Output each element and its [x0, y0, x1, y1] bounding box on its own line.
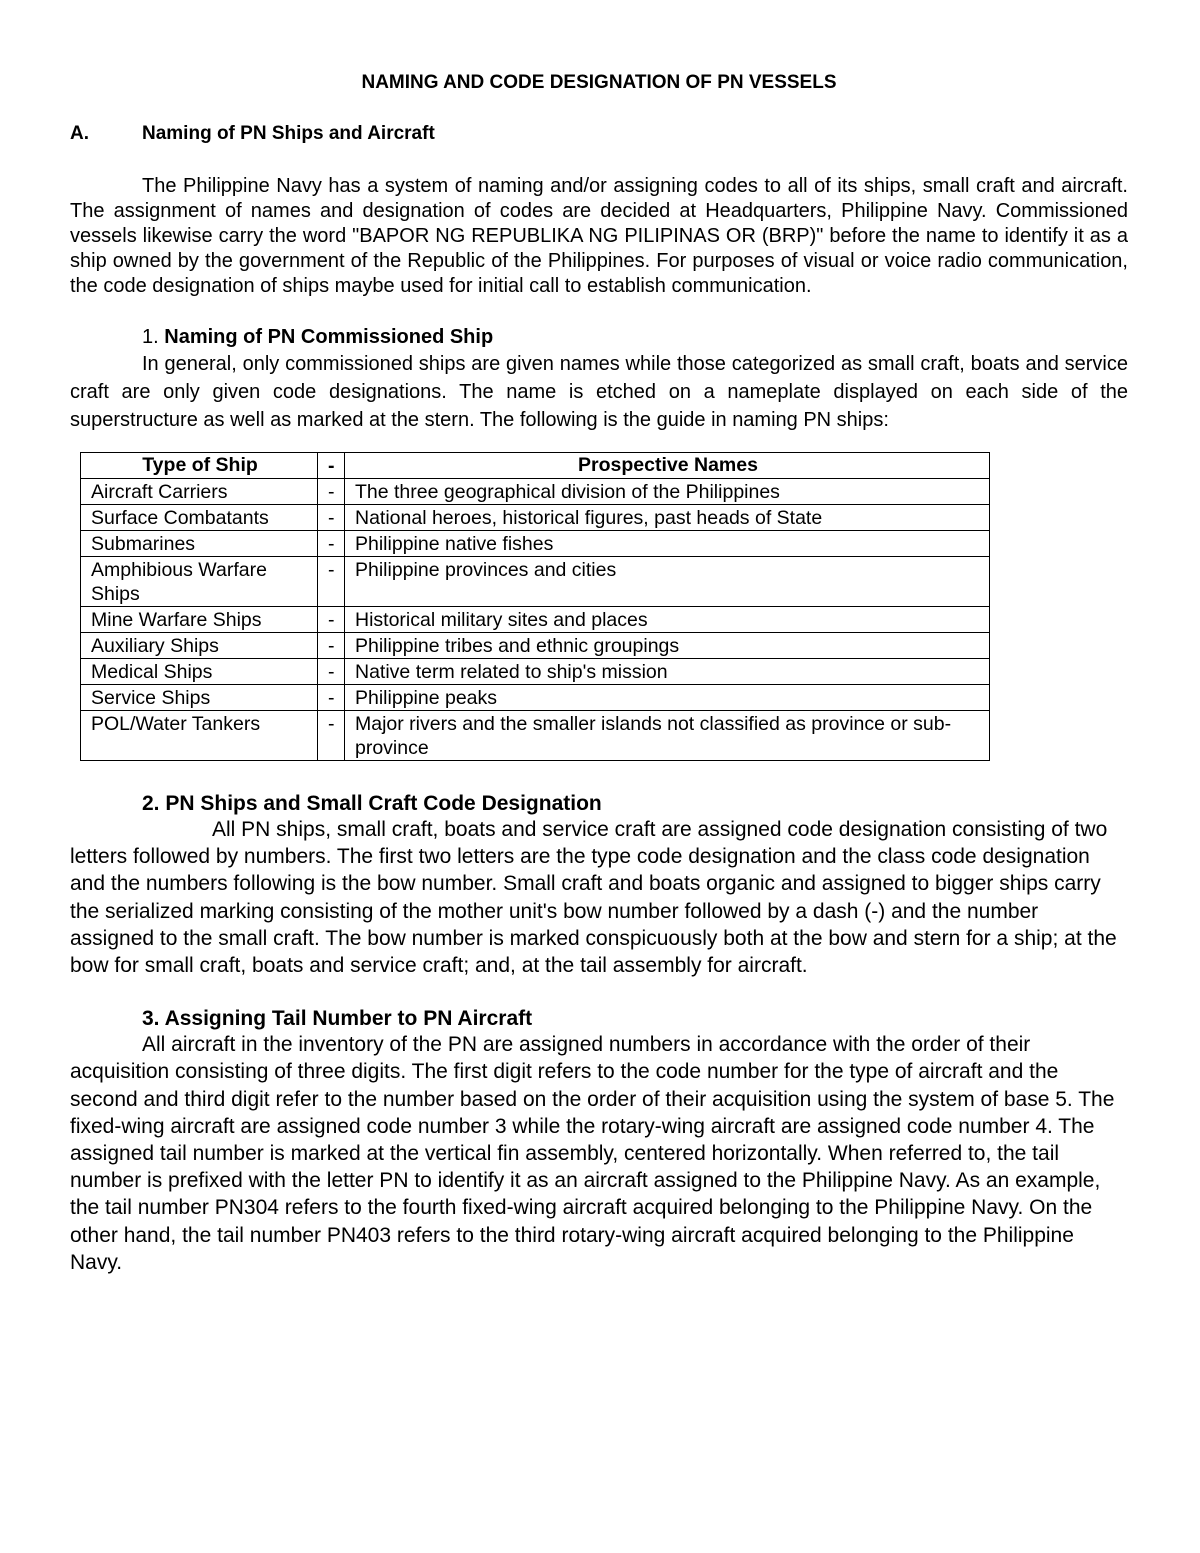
- header-dash: -: [318, 453, 345, 479]
- document-title: NAMING AND CODE DESIGNATION OF PN VESSELS: [361, 72, 837, 93]
- dash-cell: -: [318, 685, 345, 711]
- prospective-names-cell: Philippine peaks: [345, 685, 990, 711]
- prospective-names-cell: Philippine native fishes: [345, 531, 990, 557]
- dash-cell: -: [318, 479, 345, 505]
- dash-cell: -: [318, 607, 345, 633]
- dash-cell: -: [318, 557, 345, 607]
- section-a-heading: [70, 121, 1128, 146]
- ship-naming-table: [80, 452, 990, 761]
- prospective-names-cell: Philippine provinces and cities: [345, 557, 990, 607]
- ship-type-cell: Auxiliary Ships: [81, 633, 318, 659]
- table-row: [81, 479, 990, 505]
- ship-type-cell: Medical Ships: [81, 659, 318, 685]
- dash-cell: -: [318, 633, 345, 659]
- prospective-names-cell: Major rivers and the smaller islands not classified as province or sub-province: [345, 711, 990, 761]
- document-page: [70, 70, 1128, 1276]
- header-prospective-names: Prospective Names: [345, 453, 990, 479]
- ship-type-cell: Amphibious Warfare Ships: [81, 557, 318, 607]
- ship-type-cell: Aircraft Carriers: [81, 479, 318, 505]
- table-row: [81, 557, 990, 607]
- section-a-letter: A.: [70, 123, 89, 144]
- prospective-names-cell: Native term related to ship's mission: [345, 659, 990, 685]
- ship-type-cell: Submarines: [81, 531, 318, 557]
- ship-type-cell: Mine Warfare Ships: [81, 607, 318, 633]
- table-row: [81, 633, 990, 659]
- section-3-heading: 3. Assigning Tail Number to PN Aircraft: [142, 1007, 533, 1031]
- prospective-names-cell: National heroes, historical figures, past heads of State: [345, 505, 990, 531]
- table-row: [81, 659, 990, 685]
- prospective-names-cell: Philippine tribes and ethnic groupings: [345, 633, 990, 659]
- section-a-title: Naming of PN Ships and Aircraft: [142, 123, 435, 144]
- dash-cell: -: [318, 531, 345, 557]
- section-2-paragraph: All PN ships, small craft, boats and service craft are assigned code designation consisting of two letters followed by numbers. The first two letters are the type code designation and the class code designation and the numbers following is the bow number. Small craft and boats organic and assigned to bigger ships carry the serialized marking consisting of the mother unit's bow number followed by a dash (-) and the number assigned to the small craft. The bow number is marked conspicuously both at the bow and stern for a ship; at the bow for small craft, boats and service craft; and, at the tail assembly for aircraft.: [70, 818, 1117, 978]
- table-row: [81, 531, 990, 557]
- dash-cell: -: [318, 505, 345, 531]
- section-1-title: Naming of PN Commissioned Ship: [164, 326, 494, 348]
- dash-cell: -: [318, 659, 345, 685]
- section-1-paragraph: In general, only commissioned ships are given names while those categorized as small craft, boats and service craft are only given code designations. The name is etched on a nameplate displayed on each side of the superstructure as well as marked at the stern. The following is the guide in naming PN ships:: [70, 353, 1128, 431]
- section-2-heading: 2. PN Ships and Small Craft Code Designation: [142, 792, 602, 815]
- section-a-paragraph: The Philippine Navy has a system of naming and/or assigning codes to all of its ships, small craft and aircraft. The assignment of names and designation of codes are decided at Headquarters, Philippine Navy. Commissioned vessels likewise carry the word "BAPOR NG REPUBLIKA NG PILIPINAS OR (BRP)" before the name to identify it as a ship owned by the government of the Republic of the Philippines. For purposes of visual or voice radio communication, the code designation of ships maybe used for initial call to establish communication.: [70, 175, 1128, 297]
- section-1-heading: [70, 325, 1128, 350]
- section-3-paragraph: All aircraft in the inventory of the PN are assigned numbers in accordance with the order of their acquisition consisting of three digits. The first digit refers to the code number for the type of aircraft and the second and third digit refer to the number based on the order of their acquisition using the system of base 5. The fixed-wing aircraft are assigned code number 3 while the rotary-wing aircraft are assigned code number 4. The assigned tail number is marked at the vertical fin assembly, centered horizontally. When referred to, the tail number is prefixed with the letter PN to identify it as an aircraft assigned to the Philippine Navy. As an example, the tail number PN304 refers to the fourth fixed-wing aircraft acquired belonging to the Philippine Navy. On the other hand, the tail number PN403 refers to the third rotary-wing aircraft acquired belonging to the Philippine Navy.: [70, 1033, 1115, 1274]
- table-row: [81, 685, 990, 711]
- table-row: [81, 711, 990, 761]
- dash-cell: -: [318, 711, 345, 761]
- prospective-names-cell: The three geographical division of the Philippines: [345, 479, 990, 505]
- ship-type-cell: Surface Combatants: [81, 505, 318, 531]
- table-row: [81, 505, 990, 531]
- ship-type-cell: Service Ships: [81, 685, 318, 711]
- prospective-names-cell: Historical military sites and places: [345, 607, 990, 633]
- header-type-of-ship: Type of Ship: [81, 453, 318, 479]
- table-header-row: [81, 453, 990, 479]
- section-1-number: 1.: [142, 326, 159, 348]
- table-row: [81, 607, 990, 633]
- ship-type-cell: POL/Water Tankers: [81, 711, 318, 761]
